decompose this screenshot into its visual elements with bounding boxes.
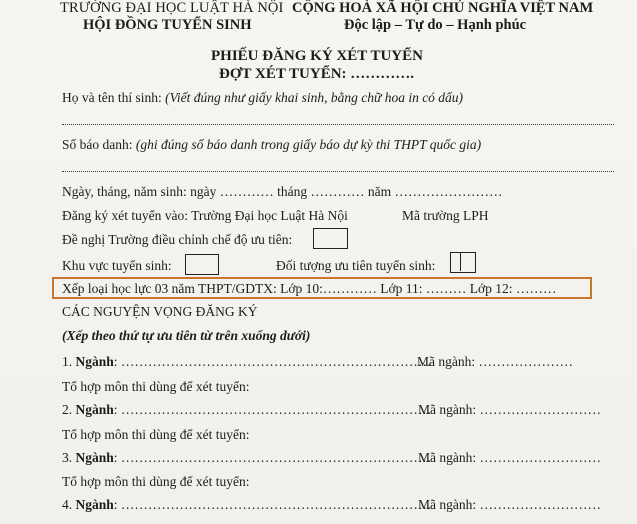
sbd-input-line[interactable] [62, 171, 614, 172]
wish-3-code[interactable] [418, 450, 601, 466]
wish-2-code-label: Mã ngành: [418, 402, 477, 417]
register-school: Đăng ký xét tuyển vào: Trường Đại học Luật Hà Nội [62, 208, 348, 223]
name-label: Họ và tên thí sinh: [62, 90, 162, 105]
priority-request-label: Đề nghị Trường điều chỉnh chế độ ưu tiên: [62, 232, 293, 247]
wish-2-combo: Tổ hợp môn thi dùng để xét tuyển: [62, 427, 250, 442]
wish-1-combo: Tổ hợp môn thi dùng để xét tuyển: [62, 379, 250, 394]
wish-3-num: 3. [62, 450, 73, 465]
wish-2-num: 2. [62, 402, 73, 417]
wish-1-code-dots: ………………… [478, 354, 573, 369]
wish-3-major-label: Ngành [75, 450, 114, 465]
wishes-subheading: (Xếp theo thứ tự ưu tiên từ trên xuống dưới) [62, 328, 311, 343]
wish-1-major-dots: : …………………………………………………………… [113, 354, 432, 369]
region-checkbox[interactable] [185, 254, 219, 275]
sbd-label: Số báo danh: [62, 137, 133, 152]
wish-2-major-dots: : …………………………………………………………… [113, 402, 432, 417]
wish-3-combo: Tổ hợp môn thi dùng để xét tuyển: [62, 474, 250, 489]
national-motto: Độc lập – Tự do – Hạnh phúc [344, 17, 527, 33]
academic-rank-row[interactable]: Xếp loại học lực 03 năm THPT/GDTX: Lớp 10:………… Lớp 11: ……… Lớp 12: ……… [62, 281, 557, 296]
wish-4-code-label: Mã ngành: [418, 497, 477, 512]
priority-group-divider [460, 252, 461, 271]
priority-request-checkbox[interactable] [313, 228, 348, 249]
wish-2-major-row[interactable] [62, 402, 431, 418]
priority-group-label: Đối tượng ưu tiên tuyển sinh: [276, 258, 436, 273]
wish-3-major-dots: : …………………………………………………………… [113, 450, 432, 465]
wish-4-num: 4. [62, 497, 73, 512]
wish-4-major-row[interactable] [62, 497, 431, 513]
wish-3-code-dots: ……………………… [479, 450, 601, 465]
wish-1-major-label: Ngành [75, 354, 114, 369]
dob-row[interactable]: Ngày, tháng, năm sinh: ngày ………… tháng ………… năm …………………… [62, 184, 503, 199]
name-input-line[interactable] [62, 124, 614, 125]
university-name: TRƯỜNG ĐẠI HỌC LUẬT HÀ NỘI [60, 0, 284, 16]
name-row [62, 90, 463, 106]
sbd-hint: (ghi đúng số báo danh trong giấy báo dự kỳ thi THPT quốc gia) [135, 137, 482, 152]
wish-1-num: 1. [62, 354, 73, 369]
wish-1-code[interactable] [417, 354, 573, 370]
wish-4-code[interactable] [418, 497, 601, 513]
wish-1-major-row[interactable] [62, 354, 431, 370]
sbd-row [62, 137, 481, 153]
wish-4-major-dots: : …………………………………………………………… [113, 497, 432, 512]
region-label: Khu vực tuyển sinh: [62, 258, 172, 273]
wish-4-code-dots: ……………………… [479, 497, 601, 512]
country-name: CỘNG HOÀ XÃ HỘI CHỦ NGHĨA VIỆT NAM [292, 0, 594, 16]
wish-3-major-row[interactable] [62, 450, 431, 466]
wish-2-code[interactable] [418, 402, 601, 418]
wish-4-major-label: Ngành [75, 497, 114, 512]
wish-3-code-label: Mã ngành: [418, 450, 477, 465]
wish-2-code-dots: ……………………… [479, 402, 601, 417]
priority-group-checkbox-1[interactable] [450, 252, 476, 273]
wish-1-code-label: Mã ngành: [417, 354, 476, 369]
admission-council: HỘI ĐỒNG TUYỂN SINH [83, 17, 252, 33]
wishes-heading: CÁC NGUYỆN VỌNG ĐĂNG KÝ [62, 304, 258, 319]
name-hint: (Viết đúng như giấy khai sinh, bằng chữ hoa in có dấu) [165, 90, 464, 105]
form-title: PHIẾU ĐĂNG KÝ XÉT TUYỂN [211, 48, 423, 64]
school-code: Mã trường LPH [402, 208, 489, 223]
admission-round: ĐỢT XÉT TUYỂN: …………. [219, 66, 415, 82]
wish-2-major-label: Ngành [75, 402, 114, 417]
